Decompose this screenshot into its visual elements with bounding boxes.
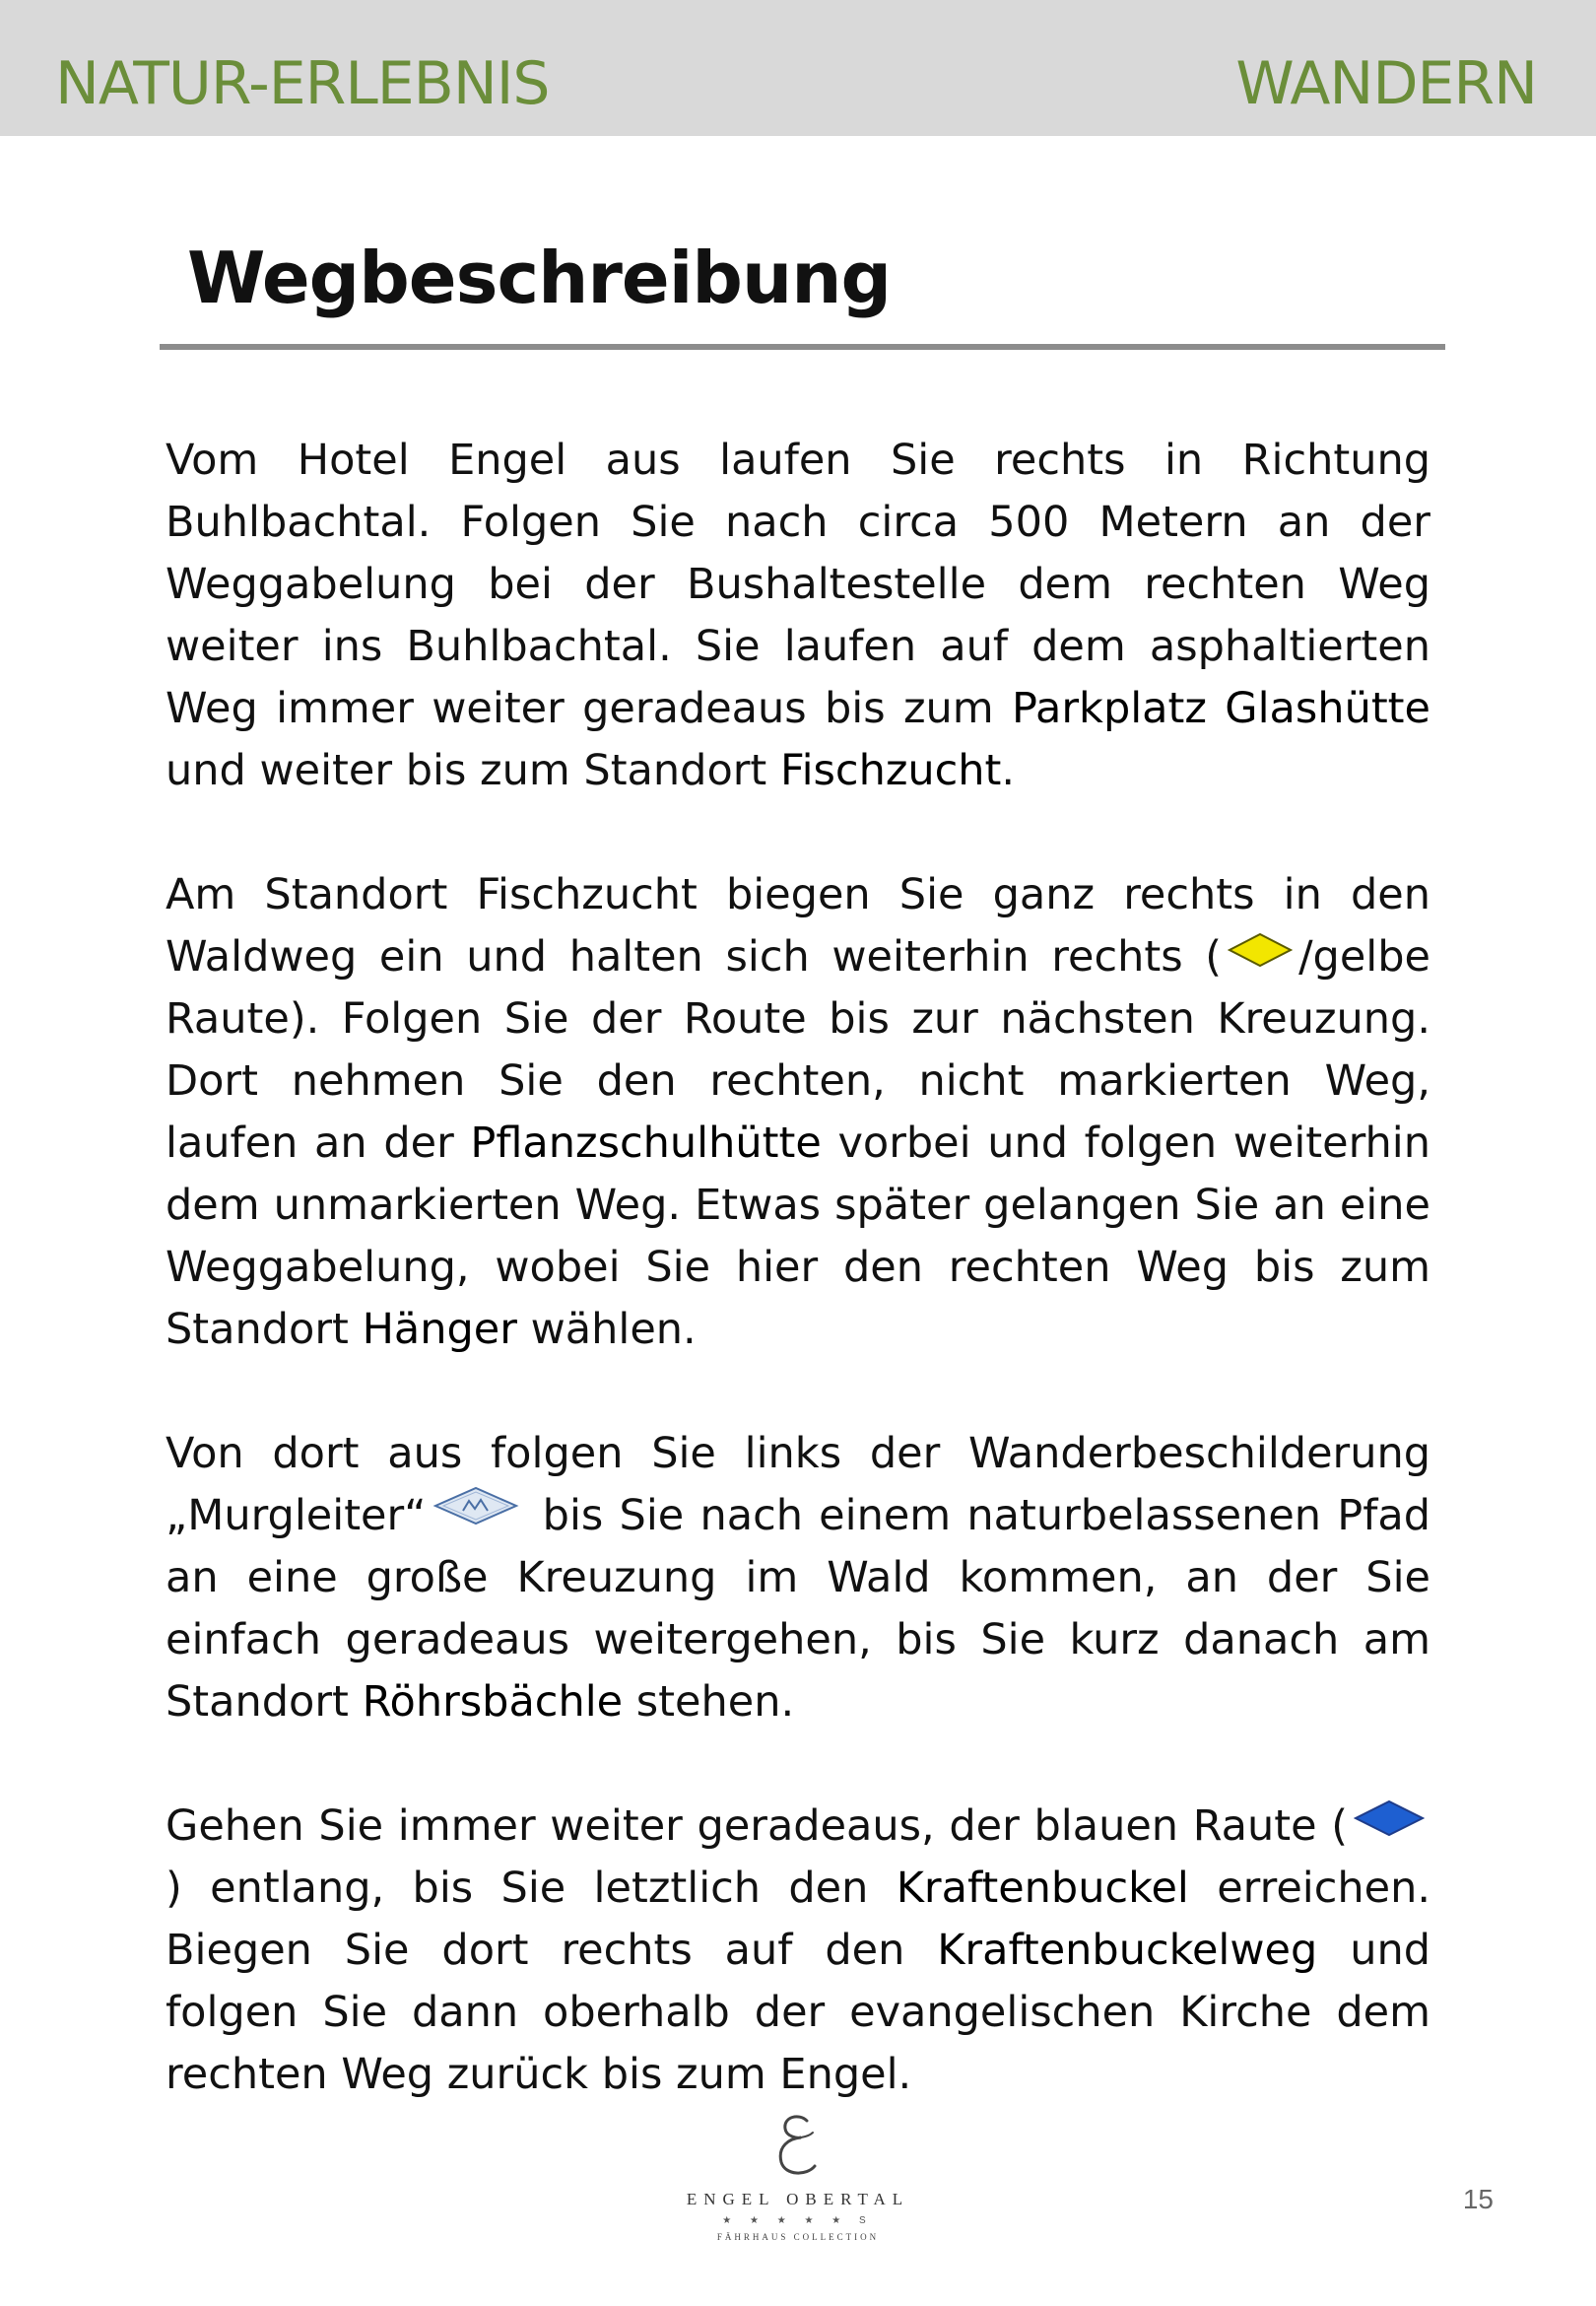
place-name: Kraftenbuckelweg (937, 1926, 1318, 1975)
place-name: Kraftenbuckel (896, 1864, 1189, 1913)
yellow-diamond-icon (1228, 924, 1293, 986)
paragraph-3 (166, 1423, 1430, 1733)
place-name: Pflanzschulhütte (470, 1119, 822, 1168)
text-run: vorbei und folgen weiterhin dem unmarkierten Weg. Etwas später gelangen Sie an eine Weggabelung, wobei Sie hier den rechten Weg bis zum Standort (166, 1119, 1430, 1354)
logo-stars: ★ ★ ★ ★ ★ S (722, 2215, 874, 2226)
place-name: Parkplatz Glashütte (1012, 684, 1430, 733)
logo-e-icon (764, 2111, 832, 2182)
text-run: Gehen Sie immer weiter geradeaus, der blauen Raute ( (166, 1801, 1348, 1851)
paragraph-2 (166, 864, 1430, 1361)
text-run: stehen. (623, 1677, 795, 1727)
header-bar (0, 0, 1596, 136)
header-section-label: NATUR-ERLEBNIS (55, 49, 550, 118)
place-name: Röhrsbächle (362, 1677, 624, 1727)
text-run: erreichen. Biegen Sie dort rechts auf den (166, 1864, 1430, 1975)
text-run: Vom Hotel Engel aus laufen Sie rechts in Richtung Buhlbachtal. Folgen Sie nach circa 500 Metern an der Weggabelung bei der Bushaltestelle dem rechten Weg weiter ins Buhlbachtal. Sie laufen auf dem asphaltierten Weg immer weiter geradeaus bis zum (166, 436, 1430, 733)
text-run: . (1001, 746, 1016, 795)
text-run: Am Standort Fischzucht biegen Sie ganz rechts in den Waldweg ein und halten sich weiterhin rechts ( (166, 870, 1430, 982)
text-run: /gelbe Raute). Folgen Sie der Route bis zur nächsten Kreuzung. Dort nehmen Sie den rechten, nicht markierten Weg, laufen an der (166, 932, 1430, 1168)
murgleiter-sign-icon (432, 1483, 520, 1545)
text-run: und folgen Sie dann oberhalb der evangelischen Kirche dem rechten Weg zurück bis zum Engel. (166, 1926, 1430, 2099)
blue-diamond-icon (1354, 1794, 1425, 1856)
paragraph-4 (166, 1796, 1430, 2106)
hotel-logo (680, 2111, 916, 2259)
place-name: Hänger (362, 1305, 517, 1354)
text-run: und weiter bis zum Standort (166, 746, 780, 795)
page-number: 15 (1462, 2184, 1494, 2214)
logo-name: ENGEL OBERTAL (686, 2190, 910, 2208)
place-name: Fischzucht (779, 746, 1002, 795)
text-run: ) entlang, bis Sie letztlich den (166, 1864, 897, 1913)
text-run: bis Sie nach einem naturbelassenen Pfad an eine große Kreuzung im Wald kommen, an der Sie einfach geradeaus weitergehen, bis Sie kurz danach am Standort (166, 1491, 1430, 1727)
logo-collection: FÄHRHAUS COLLECTION (716, 2232, 880, 2242)
text-run: wählen. (516, 1305, 697, 1354)
paragraph-1 (166, 430, 1430, 802)
route-description (166, 430, 1430, 2106)
header-category-label: WANDERN (1235, 49, 1537, 118)
page-title: Wegbeschreibung (187, 237, 891, 319)
title-divider (160, 344, 1445, 350)
text-run: Von dort aus folgen Sie links der Wanderbeschilderung „Murgleiter“ (166, 1429, 1430, 1540)
